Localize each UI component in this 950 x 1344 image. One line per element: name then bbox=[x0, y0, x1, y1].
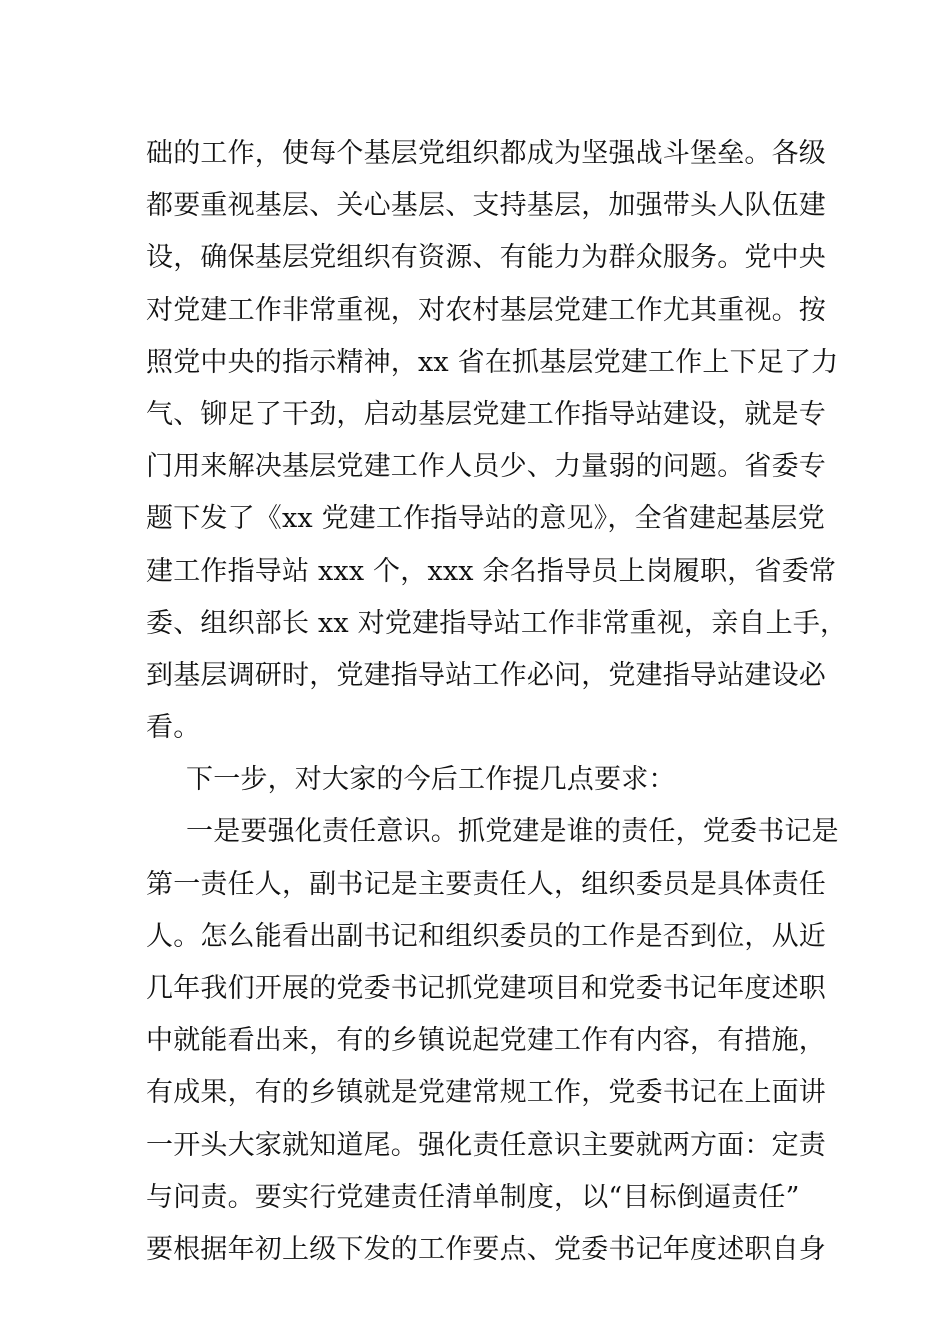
paragraph-heading: 下一步，对大家的今后工作提几点要求： bbox=[186, 764, 676, 796]
text-line: 第一责任人，副书记是主要责任人，组织委员是具体责任 bbox=[146, 868, 826, 900]
text-line: 都要重视基层、关心基层、支持基层，加强带头人队伍建 bbox=[146, 190, 826, 222]
text-line: 中就能看出来，有的乡镇说起党建工作有内容，有措施， bbox=[146, 1025, 826, 1057]
text-line: 建工作指导站 xxx 个，xxx 余名指导员上岗履职，省委常 bbox=[146, 555, 837, 587]
text-line: 到基层调研时，党建指导站工作必问，党建指导站建设必 bbox=[146, 659, 826, 691]
text-line: 一开头大家就知道尾。强化责任意识主要就两方面：定责 bbox=[146, 1129, 826, 1161]
text-line: 几年我们开展的党委书记抓党建项目和党委书记年度述职 bbox=[146, 973, 826, 1004]
body-text bbox=[146, 128, 848, 1276]
text-line: 人。怎么能看出副书记和组织委员的工作是否到位，从近 bbox=[146, 920, 826, 952]
text-line: 一是要强化责任意识。抓党建是谁的责任，党委书记是 bbox=[186, 816, 839, 848]
text-line: 门用来解决基层党建工作人员少、力量弱的问题。省委专 bbox=[146, 451, 826, 483]
text-line: 础的工作，使每个基层党组织都成为坚强战斗堡垒。各级 bbox=[146, 138, 826, 169]
text-line: 照党中央的指示精神，xx 省在抓基层党建工作上下足了力 bbox=[146, 346, 839, 378]
text-line: 对党建工作非常重视，对农村基层党建工作尤其重视。按 bbox=[146, 294, 826, 326]
text-line: 看。 bbox=[146, 712, 201, 744]
text-line: 委、组织部长 xx 对党建指导站工作非常重视，亲自上手， bbox=[146, 607, 848, 639]
text-line: 有成果，有的乡镇就是党建常规工作，党委书记在上面讲 bbox=[146, 1077, 826, 1109]
text-line: 题下发了《xx 党建工作指导站的意见》，全省建起基层党 bbox=[146, 503, 825, 535]
text-line: 与问责。要实行党建责任清单制度，以“目标倒逼责任” bbox=[146, 1181, 800, 1213]
text-line: 气、铆足了干劲，启动基层党建工作指导站建设，就是专 bbox=[146, 398, 826, 430]
text-line: 要根据年初上级下发的工作要点、党委书记年度述职自身 bbox=[146, 1233, 826, 1265]
text-line: 设，确保基层党组织有资源、有能力为群众服务。党中央 bbox=[146, 242, 826, 274]
